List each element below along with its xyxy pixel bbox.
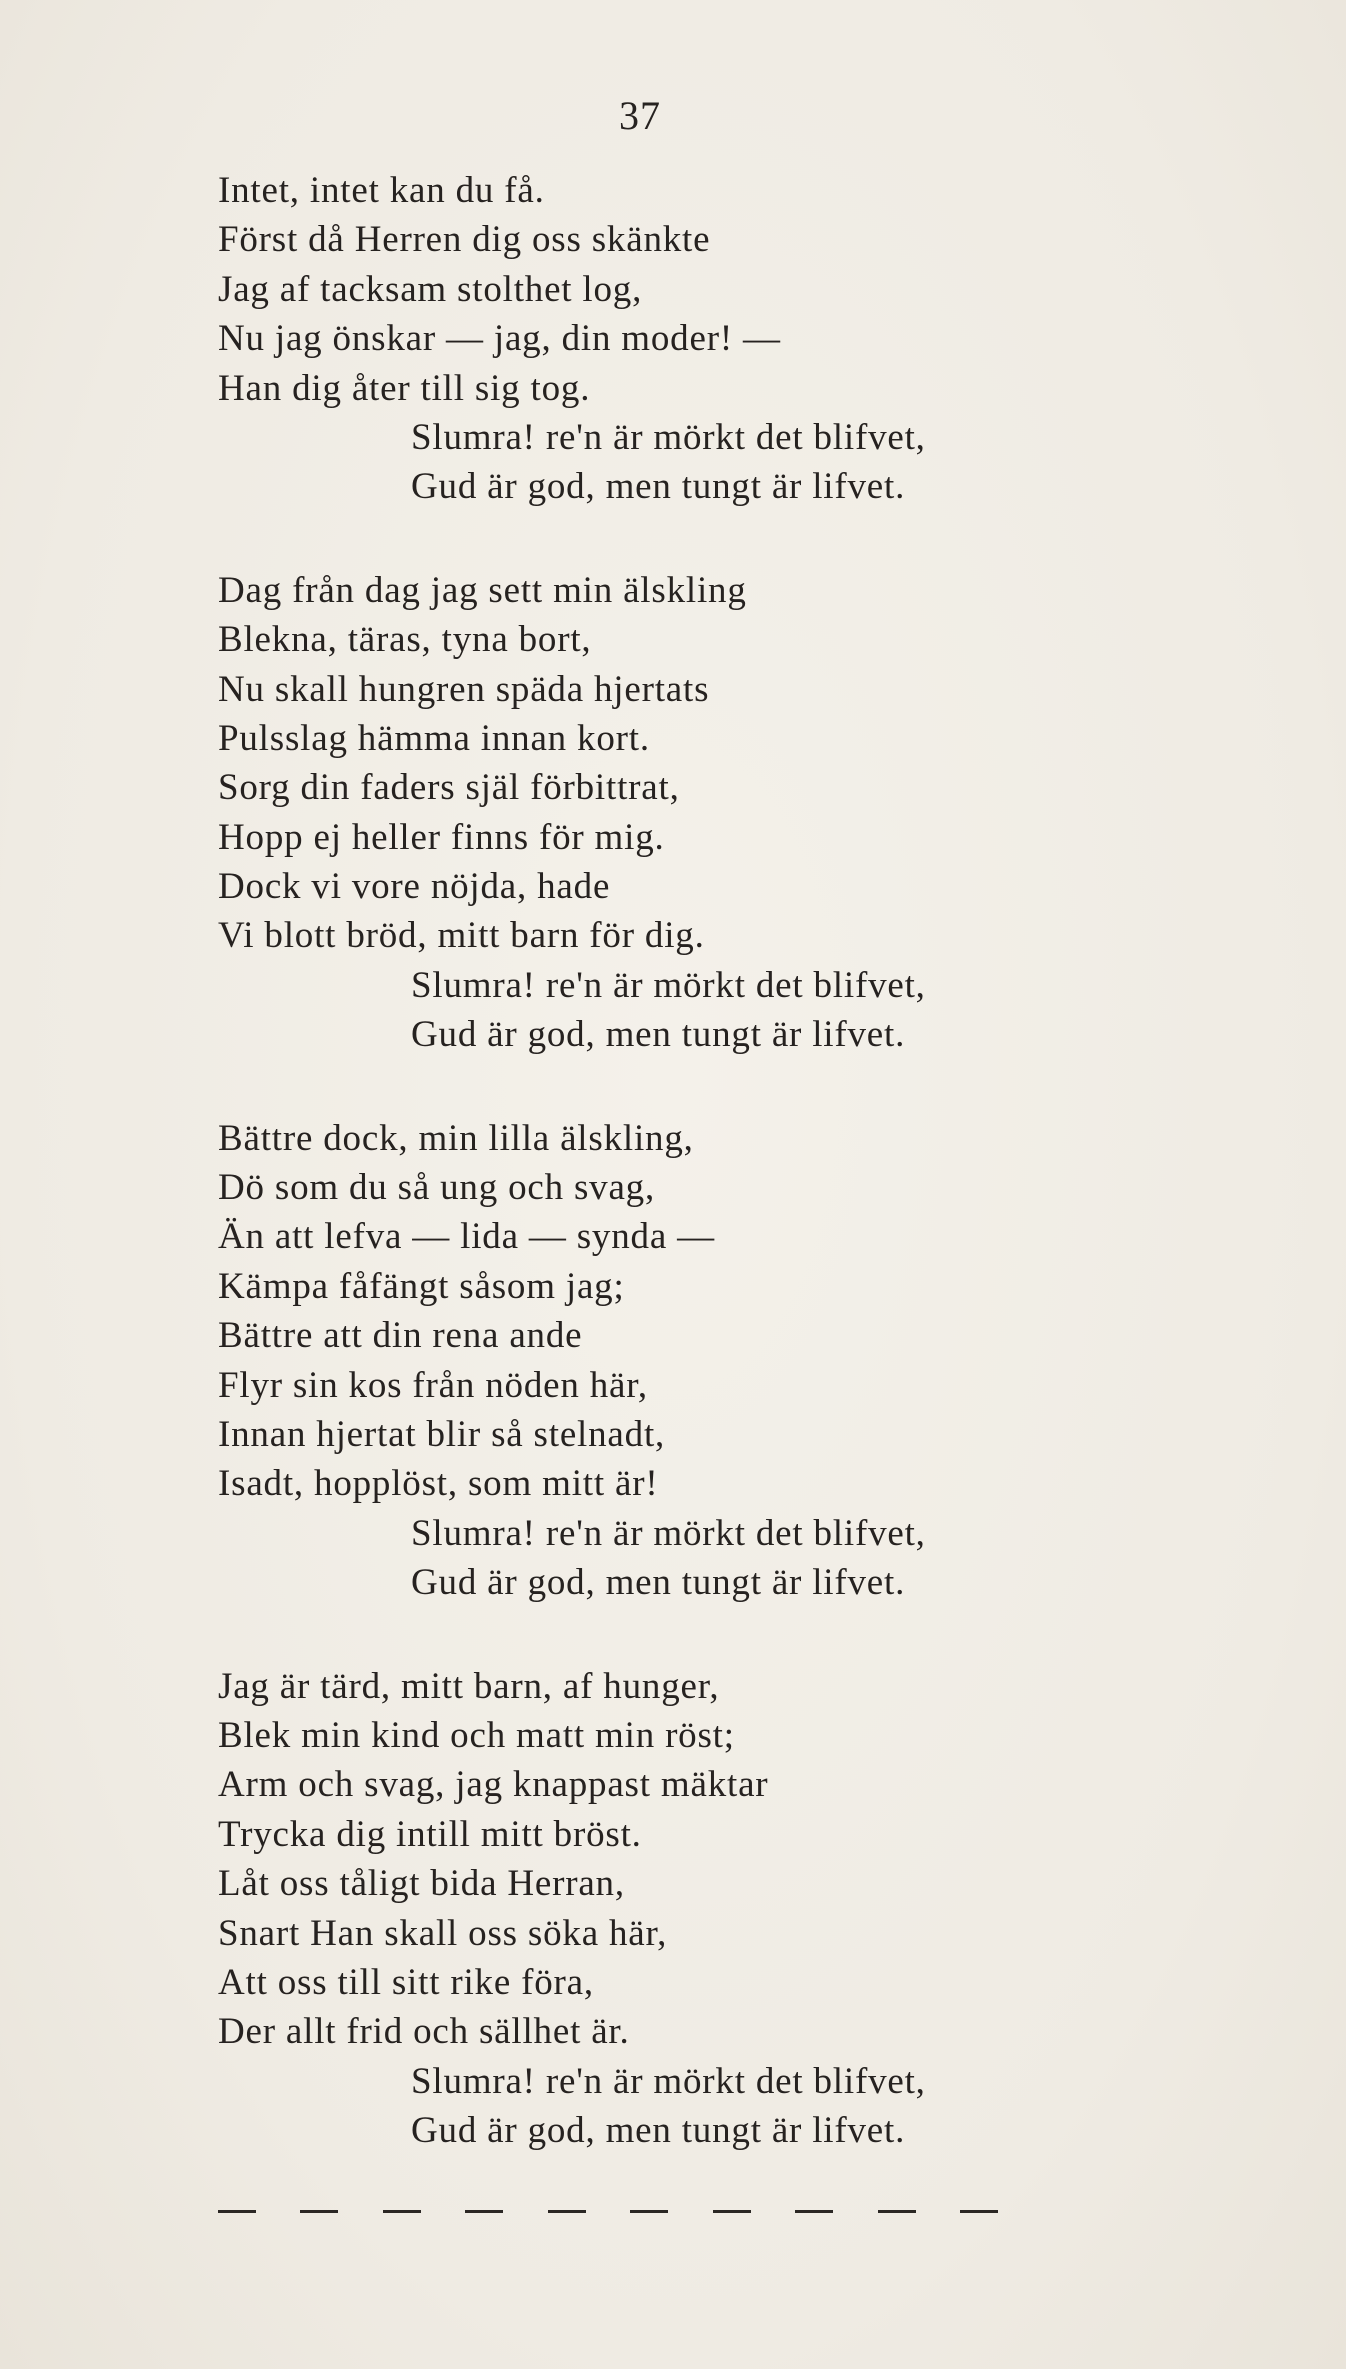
poem-line: Pulsslag hämma innan kort. <box>218 717 650 759</box>
poem-line: Nu skall hungren späda hjertats <box>218 668 710 710</box>
rule-dash <box>878 2210 916 2213</box>
stanza-1 <box>218 166 1218 512</box>
poem-line: Der allt frid och sällhet är. <box>218 2011 630 2053</box>
poem-line: Dock vi vore nöjda, hade <box>218 866 611 908</box>
refrain-line: Slumra! re'n är mörkt det blifvet, <box>411 964 926 1006</box>
rule-dash <box>465 2210 503 2213</box>
poem-line: Isadt, hopplöst, som mitt är! <box>218 1463 659 1505</box>
poem-line: Jag är tärd, mitt barn, af hunger, <box>218 1665 720 1707</box>
refrain-line: Slumra! re'n är mörkt det blifvet, <box>411 1512 926 1554</box>
stanza-4 <box>218 1662 1218 2156</box>
poem-line: Bättre att din rena ande <box>218 1315 583 1357</box>
poem-line: Hopp ej heller finns för mig. <box>218 816 665 858</box>
refrain-line: Gud är god, men tungt är lifvet. <box>411 1014 906 1056</box>
rule-dash <box>383 2210 421 2213</box>
poem-line: Blekna, täras, tyna bort, <box>218 619 592 661</box>
poem-line: Intet, intet kan du få. <box>218 170 545 211</box>
refrain-line: Slumra! re'n är mörkt det blifvet, <box>411 416 926 458</box>
section-end-rule <box>218 2210 998 2213</box>
stanza-2 <box>218 566 1218 1060</box>
rule-dash <box>548 2210 586 2213</box>
refrain-line: Gud är god, men tungt är lifvet. <box>411 2110 906 2152</box>
poem-line: Blek min kind och matt min röst; <box>218 1714 735 1756</box>
poem-line: Flyr sin kos från nöden här, <box>218 1364 648 1406</box>
poem-line: Snart Han skall oss söka här, <box>218 1912 668 1954</box>
refrain-line: Slumra! re'n är mörkt det blifvet, <box>411 2060 926 2102</box>
poem-line: Först då Herren dig oss skänkte <box>218 219 711 261</box>
poem-line: Att oss till sitt rike föra, <box>218 1961 594 2003</box>
rule-dash <box>960 2210 998 2213</box>
poem-line: Vi blott bröd, mitt barn för dig. <box>218 915 705 957</box>
poem-line: Sorg din faders själ förbittrat, <box>218 767 680 809</box>
poem-line: Bättre dock, min lilla älskling, <box>218 1117 694 1159</box>
rule-dash <box>630 2210 668 2213</box>
stanza-3 <box>218 1114 1218 1608</box>
poem-line: Innan hjertat blir så stelnadt, <box>218 1413 666 1455</box>
poem-line: Kämpa fåfängt såsom jag; <box>218 1265 625 1307</box>
page-number: 37 <box>619 93 661 138</box>
rule-dash <box>713 2210 751 2213</box>
rule-dash <box>218 2210 256 2213</box>
rule-dash <box>795 2210 833 2213</box>
poem-line: Arm och svag, jag knappast mäktar <box>218 1764 769 1806</box>
poem-line: Dag från dag jag sett min älskling <box>218 569 747 611</box>
refrain-line: Gud är god, men tungt är lifvet. <box>411 1562 906 1604</box>
refrain-line: Gud är god, men tungt är lifvet. <box>411 466 906 508</box>
poem-line: Jag af tacksam stolthet log, <box>218 268 643 310</box>
poem-line: Nu jag önskar — jag, din moder! — <box>218 318 781 360</box>
poem-line: Låt oss tåligt bida Herran, <box>218 1863 625 1905</box>
poem-line: Trycka dig intill mitt bröst. <box>218 1813 642 1855</box>
poem <box>218 166 1218 2209</box>
rule-dash <box>300 2210 338 2213</box>
poem-line: Dö som du så ung och svag, <box>218 1167 656 1209</box>
poem-line: Än att lefva — lida — synda — <box>218 1216 715 1258</box>
poem-line: Han dig åter till sig tog. <box>218 367 591 409</box>
